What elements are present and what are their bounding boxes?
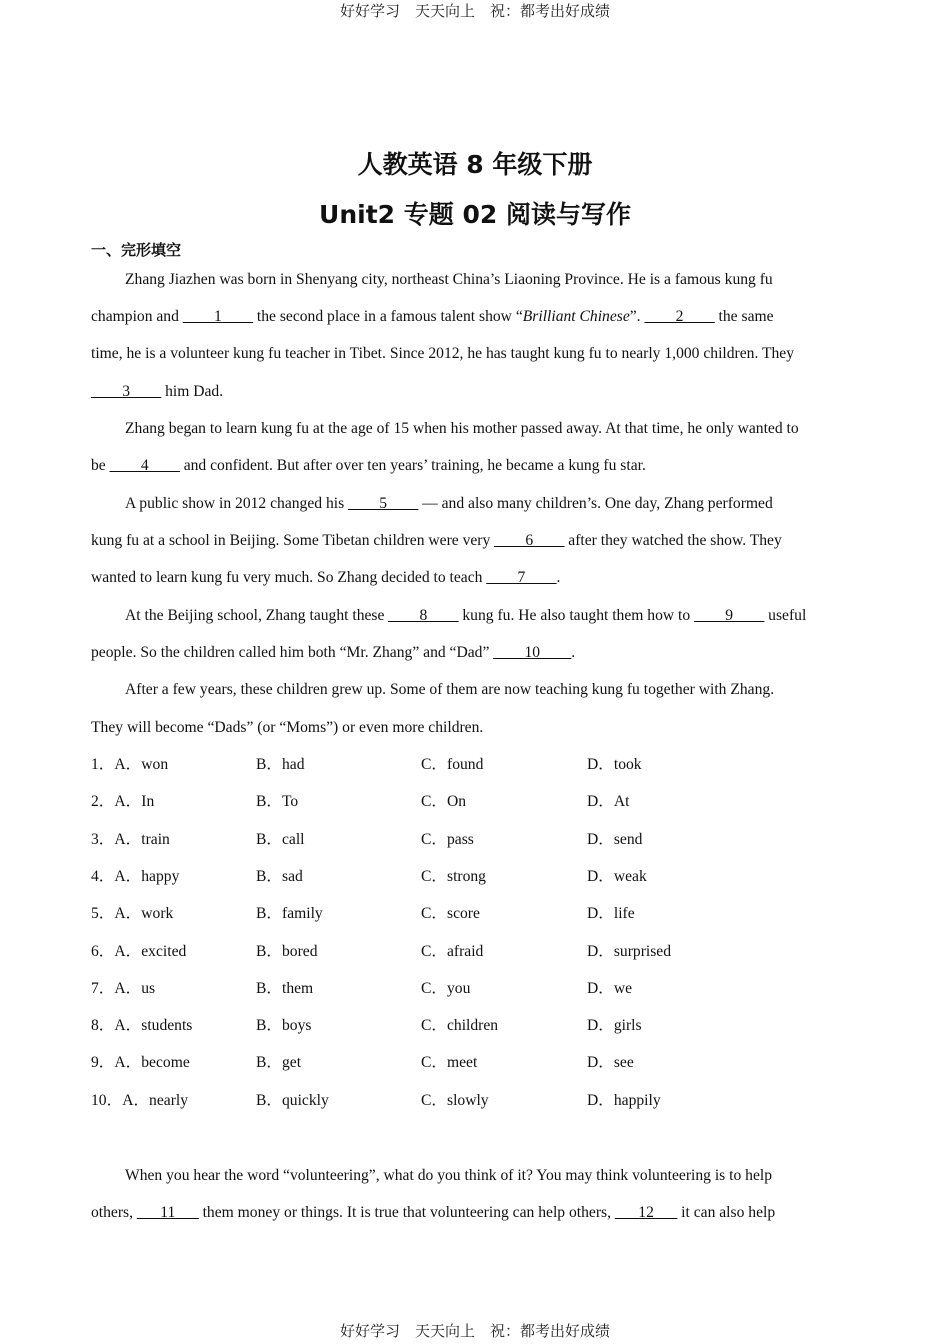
question-number: 7． — [91, 979, 115, 997]
blank-7: ____7____ — [486, 569, 557, 586]
document-subtitle: Unit2 专题 02 阅读与写作 — [319, 200, 631, 229]
question-option-b: B．had — [256, 756, 305, 773]
question-option-c: C．children — [421, 1017, 499, 1035]
section-heading: 一、完形填空 — [91, 241, 182, 259]
blank-4: ____4____ — [109, 457, 180, 474]
question-option-d: D．At — [587, 793, 630, 811]
document-title: 人教英语 8 年级下册 — [357, 150, 593, 179]
question-option-d: D．we — [587, 979, 633, 997]
page-footer: 好好学习 天天向上 祝：都考出好成绩 — [339, 1322, 610, 1340]
question-option-a — [91, 1053, 190, 1073]
question-number: 9． — [91, 1054, 115, 1072]
question-option-a — [91, 1016, 192, 1036]
question-number: 8． — [91, 1017, 115, 1035]
blank-9: ____9____ — [694, 607, 765, 624]
option-text: A．work — [114, 905, 174, 923]
option-text: A．become — [114, 1054, 190, 1072]
passage-line: time, he is a volunteer kung fu teacher in Tibet. Since 2012, he has taught kung fu to nearly 1,000 children. They — [91, 345, 795, 362]
question-option-c: C．you — [421, 979, 471, 997]
question-option-d: D．life — [587, 905, 635, 923]
passage-line: kung fu at a school in Beijing. Some Tibetan children were very ____6____ after they watched the show. They — [91, 532, 782, 549]
option-text: A．train — [114, 830, 170, 848]
question-number: 6． — [91, 942, 115, 960]
passage-line: When you hear the word “volunteering”, what do you think of it? You may think volunteering is to help — [125, 1167, 773, 1184]
question-option-d: D．took — [587, 756, 642, 773]
question-option-d: D．see — [587, 1054, 634, 1072]
passage-line: After a few years, these children grew up. Some of them are now teaching kung fu together with Zhang. — [125, 681, 775, 698]
question-option-a — [91, 792, 154, 812]
question-option-a — [91, 904, 173, 924]
passage-line: champion and ____1____ the second place in a famous talent show “Brilliant Chinese”. ____2____ the same — [91, 308, 774, 325]
question-option-d: D．surprised — [587, 942, 672, 960]
blank-10: ____10____ — [493, 644, 572, 661]
option-text: A．won — [114, 756, 169, 773]
page-header: 好好学习 天天向上 祝：都考出好成绩 — [339, 2, 610, 20]
question-option-b: B．boys — [256, 1017, 312, 1035]
blank-1: ____1____ — [182, 308, 253, 325]
option-text: A．students — [114, 1017, 193, 1035]
option-text: A．excited — [114, 942, 187, 960]
question-option-d: D．send — [587, 830, 643, 848]
question-number: 3． — [91, 830, 115, 848]
question-number: 5． — [91, 905, 115, 923]
blank-11: ___11___ — [136, 1204, 199, 1221]
passage-line: wanted to learn kung fu very much. So Zhang decided to teach ____7____. — [91, 569, 561, 586]
passage-line: Zhang began to learn kung fu at the age of 15 when his mother passed away. At that time, he only wanted to — [125, 420, 799, 437]
option-text: A．nearly — [122, 1091, 189, 1109]
question-option-b: B．get — [256, 1054, 302, 1072]
passage-line: Zhang Jiazhen was born in Shenyang city, northeast China’s Liaoning Province. He is a famous kung fu — [125, 271, 773, 288]
passage-line: ____3____ him Dad. — [91, 383, 224, 400]
option-text: A．In — [114, 793, 155, 811]
question-option-b: B．To — [256, 793, 299, 811]
question-option-a — [91, 755, 168, 775]
passage-line: A public show in 2012 changed his ____5____ — and also many children’s. One day, Zhang performed — [125, 495, 773, 512]
question-option-c: C．pass — [421, 830, 474, 848]
question-number: 1． — [91, 756, 115, 773]
question-option-a — [91, 979, 155, 999]
passage-line: people. So the children called him both “Mr. Zhang” and “Dad” ____10____. — [91, 644, 576, 661]
question-option-c: C．meet — [421, 1054, 478, 1072]
blank-6: ____6____ — [494, 532, 565, 549]
question-option-b: B．sad — [256, 867, 303, 885]
blank-12: ___12___ — [614, 1204, 678, 1221]
question-option-d: D．happily — [587, 1091, 661, 1109]
option-text: A．us — [114, 979, 156, 997]
question-option-a — [91, 942, 186, 962]
question-number: 4． — [91, 867, 115, 885]
passage-line: At the Beijing school, Zhang taught these ____8____ kung fu. He also taught them how to ____9____ useful — [125, 607, 807, 624]
passage-line: They will become “Dads” (or “Moms”) or even more children. — [91, 719, 484, 736]
option-text: A．happy — [114, 867, 180, 885]
blank-8: ____8____ — [388, 607, 459, 624]
question-option-a — [91, 867, 179, 887]
passage-line: others, ___11___ them money or things. It is true that volunteering can help others, ___12___ it can also help — [91, 1204, 776, 1221]
question-option-c: C．strong — [421, 867, 486, 885]
question-option-b: B．call — [256, 830, 305, 848]
question-option-c: C．slowly — [421, 1091, 489, 1109]
question-option-b: B．them — [256, 979, 314, 997]
question-option-b: B．bored — [256, 942, 318, 960]
question-option-c: C．On — [421, 793, 467, 811]
blank-2: ____2____ — [644, 308, 715, 325]
question-option-a — [91, 1091, 188, 1111]
question-number: 10． — [91, 1091, 123, 1109]
question-option-c: C．found — [421, 756, 484, 773]
question-option-b: B．family — [256, 905, 323, 923]
question-option-c: C．score — [421, 905, 480, 923]
question-option-d: D．girls — [587, 1017, 642, 1035]
question-option-a — [91, 830, 170, 850]
blank-3: ____3____ — [91, 383, 162, 400]
blank-5: ____5____ — [348, 495, 419, 512]
question-option-b: B．quickly — [256, 1091, 329, 1109]
question-option-c: C．afraid — [421, 942, 484, 960]
question-number: 2． — [91, 793, 115, 811]
question-option-d: D．weak — [587, 867, 647, 885]
passage-line: be ____4____ and confident. But after over ten years’ training, he became a kung fu star. — [91, 457, 646, 474]
